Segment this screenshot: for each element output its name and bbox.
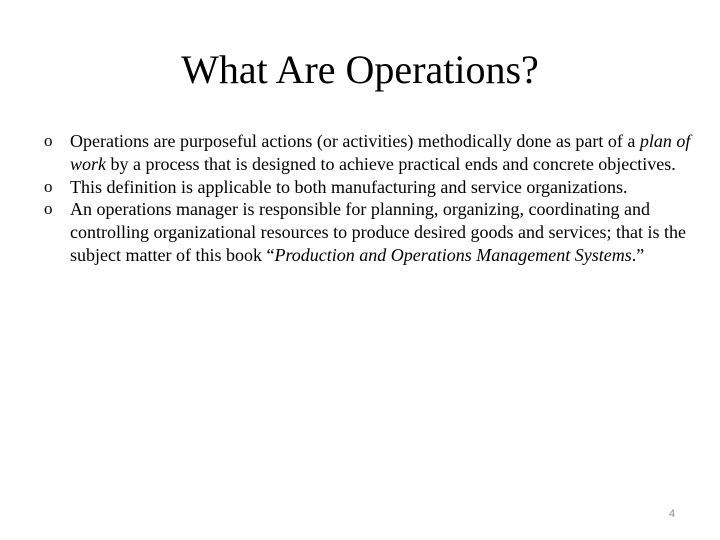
bullet-marker: o (44, 199, 53, 219)
bullet-item-operations-manager (44, 198, 694, 266)
bullet-marker: o (44, 176, 53, 196)
bullet-text-segment: Operations are purposeful actions (or activities) methodically done as part of a (70, 131, 640, 151)
bullet-list (44, 130, 694, 267)
bullet-text-emphasis: Production and Operations Management Systems (274, 244, 632, 265)
bullet-item-operations-definition (44, 130, 694, 176)
bullet-text-segment: This definition is applicable to both manufacturing and service organizations. (70, 176, 628, 197)
bullet-marker: o (44, 131, 53, 150)
slide-title: What Are Operations? (181, 47, 539, 92)
bullet-text-segment: .” (631, 244, 645, 265)
bullet-text-emphasis: plan of work (70, 131, 691, 174)
bullet-text-segment: by a process that is designed to achieve practical ends and concrete objectives. (106, 153, 676, 174)
page-number: 4 (668, 508, 676, 520)
bullet-text-segment: An operations manager is responsible for planning, organizing, coordinating and controlling organizational resources to produce desired goods and services; that is the subject matter of this book “ (70, 199, 686, 265)
bullet-item-applicability (44, 176, 694, 199)
